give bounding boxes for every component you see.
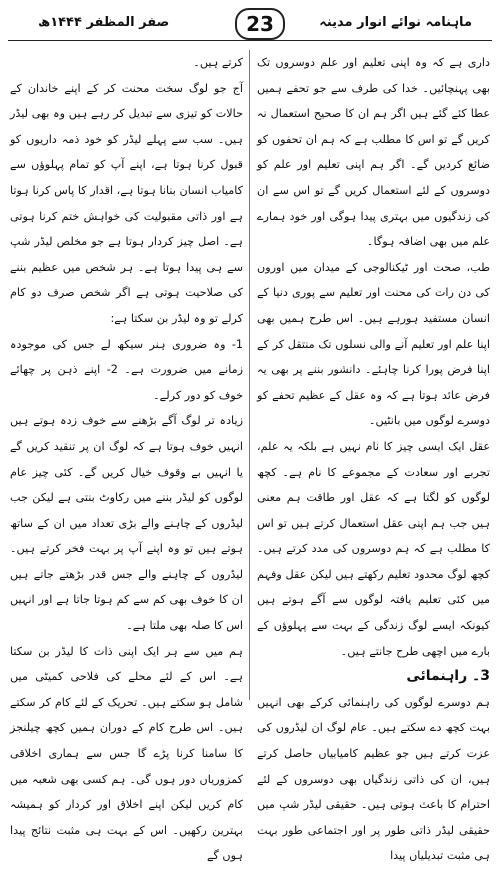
section-heading: 3۔ راہنمائی [406, 668, 490, 685]
paragraph: ہم دوسرے لوگوں کی راہنمائی کرکے بھی انہیں بہت کچھ دے سکتے ہیں۔ عام لوگ ان لیڈروں کی عزت کرتے ہیں جو عظیم کامیابیاں حاصل کرتے ہیں، ان کی ذاتی زندگیاں بھی دوسروں کے لئے احترام کا باعث ہوتی ہیں۔ حقیقی لیڈر شپ میں حقیقی لیڈر ذاتی طور پر اور اجتماعی طور بہت ہی مثبت تبدیلیاں پیدا [257, 695, 490, 863]
paragraph: طب، صحت اور ٹیکنالوجی کے میدان میں اوروں کی دن رات کی محنت اور تعلیم سے پوری دنیا کے انسان مستفید ہورہے ہیں۔ اس طرح ہمیں بھی اپنا علم اور تعلیم آنے والی نسلوں تک منتقل کر کے اپنا فرض پورا کرنا چاہئے۔ دانشور بننے پر بھی یہ فرض عائد ہوتا ہے کہ وہ عقل کے عظیم تحفے کو دوسرے لوگوں میں بانٹیں۔ [257, 260, 490, 428]
column-divider [249, 50, 250, 700]
issue-date: صفر المظفر ۱۴۴۴ھ [38, 15, 170, 30]
magazine-title: ماہنامہ نوائے انوار مدینہ [319, 15, 472, 30]
page-header [8, 6, 492, 41]
paragraph: عقل ایک ایسی چیز کا نام نہیں ہے بلکہ یہ علم، تجربے اور سعادت کے مجموعے کا نام ہے۔ کچھ لوگوں کو لگتا ہے کہ عقل اور طاقت ہم معنی ہیں جب ہم اپنی عقل استعمال کرتے ہیں تو اس کا مطلب ہے کہ ہم دوسروں کی مدد کرتے ہیں۔ کچھ لوگ محدود تعلیم رکھتے ہیں لیکن عقل وفہم میں کئی تعلیم یافتہ لوگوں سے آگے ہوتے ہیں کیونکہ ایسے لوگ زندگی کے بہت سے پہلوؤں کے بارے میں اچھی طرح جانتے ہیں۔ [257, 439, 490, 658]
left-column [10, 50, 243, 863]
page-number-badge: 23 [235, 8, 285, 40]
paragraph: زیادہ تر لوگ آگے بڑھنے سے خوف زدہ ہوتے ہیں انہیں خوف ہوتا ہے کہ لوگ ان پر تنقید کریں گے یا انہیں بے وقوف خیال کریں گے۔ کئی چیز عام لوگوں کو لیڈر بننے میں رکاوٹ بنتی ہے لیکن جب لیڈروں کے چاہنے والے بڑی تعداد میں ان کے ساتھ ہوتے ہیں تو وہ اپنے آپ پر بہت فخر کرتے ہیں۔ لیڈروں کے چاہنے والے جس قدر بڑھتے جاتے ہیں ان کا خوف بھی کم سے کم ہوتا جاتا ہے اور انہیں اس کا صلہ بھی ملتا ہے۔ [10, 414, 243, 633]
paragraph: داری ہے کہ وہ اپنی تعلیم اور علم دوسروں تک بھی پہنچائیں۔ خدا کی طرف سے جو تحفے ہمیں عطا کئے گئے ہیں اگر ہم ان کا صحیح استعمال نہ کریں گے تو اس کا مطلب ہے کہ ہم ان تحفوں کو ضائع کردیں گے۔ اگر ہم اپنی تعلیم اور علم کو دوسروں کے لئے استعمال کریں گے تو اس سے ان کی زندگیوں میں بہتری پیدا ہوگی اور خود ہمارے علم میں بھی اضافہ ہوگا۔ [257, 56, 490, 249]
paragraph: ہم میں سے ہر ایک اپنی ذات کا لیڈر بن سکتا ہے۔ اس کے لئے محلے کی فلاحی کمیٹی میں شامل ہو سکتے ہیں۔ تحریک کے لئے کام کر سکتے ہیں۔ اس طرح کام کے دوران ہمیں کچھ چیلنجز کا سامنا کرنا پڑے گا جس سے ہماری اخلاقی کمزوریاں دور ہوں گی۔ ہم کسی بھی شعبہ میں کام کریں لیکن اپنے اخلاق اور کردار کو ہمیشہ بہترین رکھیں۔ اس کے بہت ہی مثبت نتائج پیدا ہوں گے [10, 644, 243, 863]
paragraph: کرتے ہیں۔ [193, 56, 243, 69]
right-column [257, 50, 490, 863]
paragraph: آج جو لوگ سخت محنت کر کے اپنے خاندان کے حالات کو تیزی سے تبدیل کر رہے ہیں وہ بھی لیڈر ہیں۔ سب سے پہلے لیڈر کو خود ذمہ داریوں کو قبول کرنا ہوتا ہے، اپنے آپ کو تمام پہلوؤں سے کامیاب انسان بنانا ہوتا ہے، اقدار کا پاس کرنا ہوتا ہے اور ذاتی مقبولیت کی خواہش ختم کرنا ہوتی ہے۔ اصل چیز کردار ہوتا ہے جو مخلص لیڈر شپ سے ہی پیدا ہوتا ہے۔ ہر شخص میں عظیم بننے کی صلاحیت ہوتی ہے اگر شخص صرف دو کام کرلے تو وہ لیڈر بن سکتا ہے: [10, 81, 243, 325]
paragraph: 1- وہ ضروری ہنر سیکھ لے جس کی موجودہ زمانے میں ضرورت ہے۔ 2- اپنے ذہن پر چھائے خوف کو دور کرلے۔ [10, 337, 243, 402]
